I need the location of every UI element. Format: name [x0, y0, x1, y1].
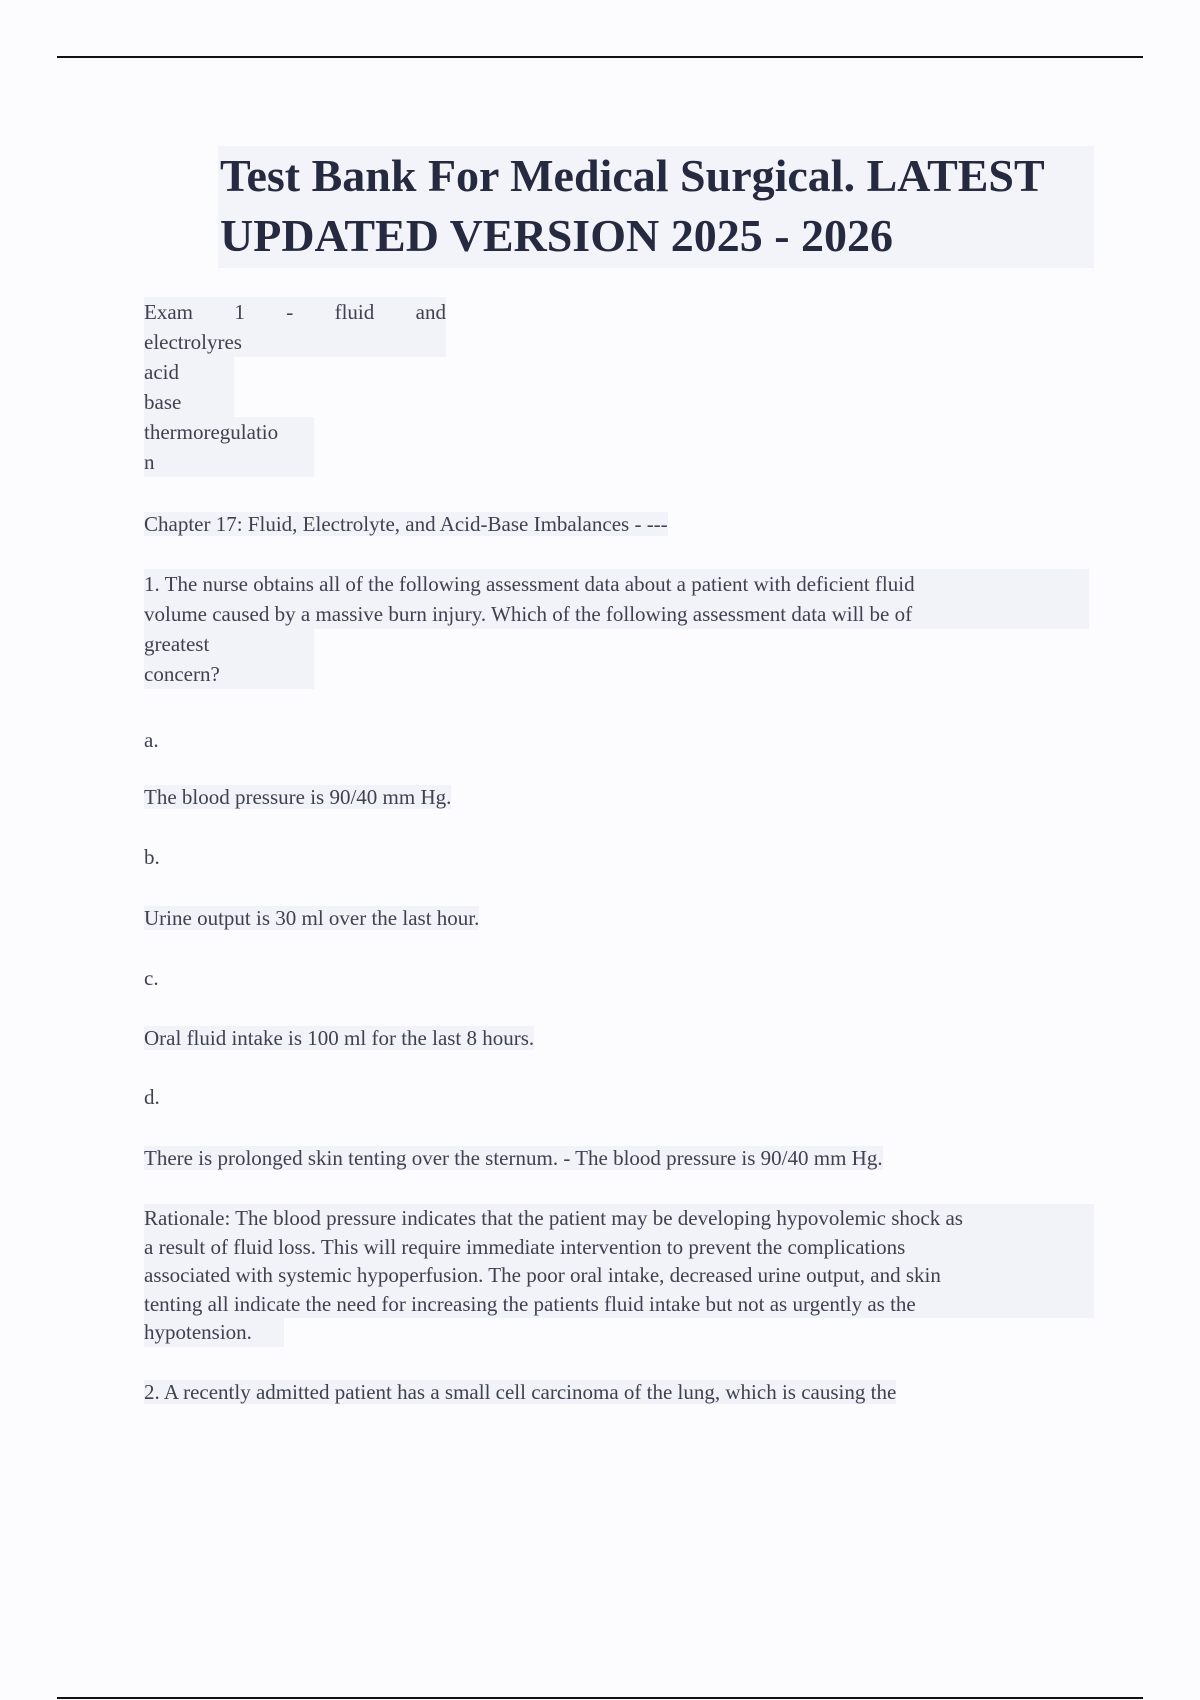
title-line-2: UPDATED VERSION 2025 - 2026: [220, 210, 894, 261]
rationale-line-3: associated with systemic hypoperfusion. The poor oral intake, decreased urine output, and skin: [144, 1261, 1094, 1290]
exam-header-line-2: electrolyres: [144, 327, 446, 357]
document-title: [218, 146, 1094, 268]
exam-header-line-1: [144, 297, 446, 327]
rationale-line-4: tenting all indicate the need for increasing the patients fluid intake but not as urgently as the: [144, 1290, 1094, 1319]
chapter-heading: [144, 509, 668, 539]
exam-header-line-4: base: [144, 387, 234, 417]
exam-header-line-3: acid: [144, 357, 234, 387]
question-1-line-1: 1. The nurse obtains all of the following assessment data about a patient with deficient fluid: [144, 569, 1089, 599]
chapter-text: Chapter 17: Fluid, Electrolyte, and Acid-Base Imbalances - ---: [144, 512, 668, 536]
question-1-line-2: volume caused by a massive burn injury. Which of the following assessment data will be of: [144, 599, 1089, 629]
option-d-text-content: There is prolonged skin tenting over the sternum. - The blood pressure is 90/40 mm Hg.: [144, 1146, 883, 1170]
option-c-letter: c.: [144, 966, 159, 990]
rationale: [144, 1204, 1094, 1347]
option-d-text: [144, 1143, 883, 1173]
rationale-line-2: a result of fluid loss. This will require immediate intervention to prevent the complications: [144, 1233, 1094, 1262]
question-2-line-1: 2. A recently admitted patient has a small cell carcinoma of the lung, which is causing the: [144, 1380, 897, 1404]
exam-word: -: [286, 300, 294, 324]
title-line-1: Test Bank For Medical Surgical. LATEST: [220, 150, 1045, 201]
question-1-line-4: concern?: [144, 659, 314, 689]
option-d-letter: d.: [144, 1085, 160, 1109]
option-a-text-content: The blood pressure is 90/40 mm Hg.: [144, 785, 452, 809]
option-c-text: [144, 1023, 534, 1053]
exam-header-line-6: n: [144, 447, 314, 477]
exam-header-line-5: thermoregulatio: [144, 417, 314, 447]
rationale-line-1: Rationale: The blood pressure indicates that the patient may be developing hypovolemic shock as: [144, 1204, 1094, 1233]
question-1-stem: [144, 569, 1089, 689]
rationale-line-5: hypotension.: [144, 1318, 284, 1347]
exam-header: [144, 297, 446, 477]
option-a-text: [144, 782, 451, 812]
question-1-line-3: greatest: [144, 629, 314, 659]
exam-word: fluid: [334, 300, 375, 324]
option-c-text-content: Oral fluid intake is 100 ml for the last 8 hours.: [144, 1026, 535, 1050]
bottom-rule: [57, 1697, 1143, 1699]
top-rule: [57, 56, 1143, 58]
option-b-letter: b.: [144, 845, 160, 869]
option-a-letter: a.: [144, 728, 159, 752]
exam-word: and: [415, 300, 446, 324]
exam-word: Exam: [144, 300, 193, 324]
exam-word: 1: [234, 300, 245, 324]
option-b-text-content: Urine output is 30 ml over the last hour.: [144, 906, 480, 930]
option-b-text: [144, 903, 479, 933]
question-2-stem: [144, 1377, 896, 1407]
